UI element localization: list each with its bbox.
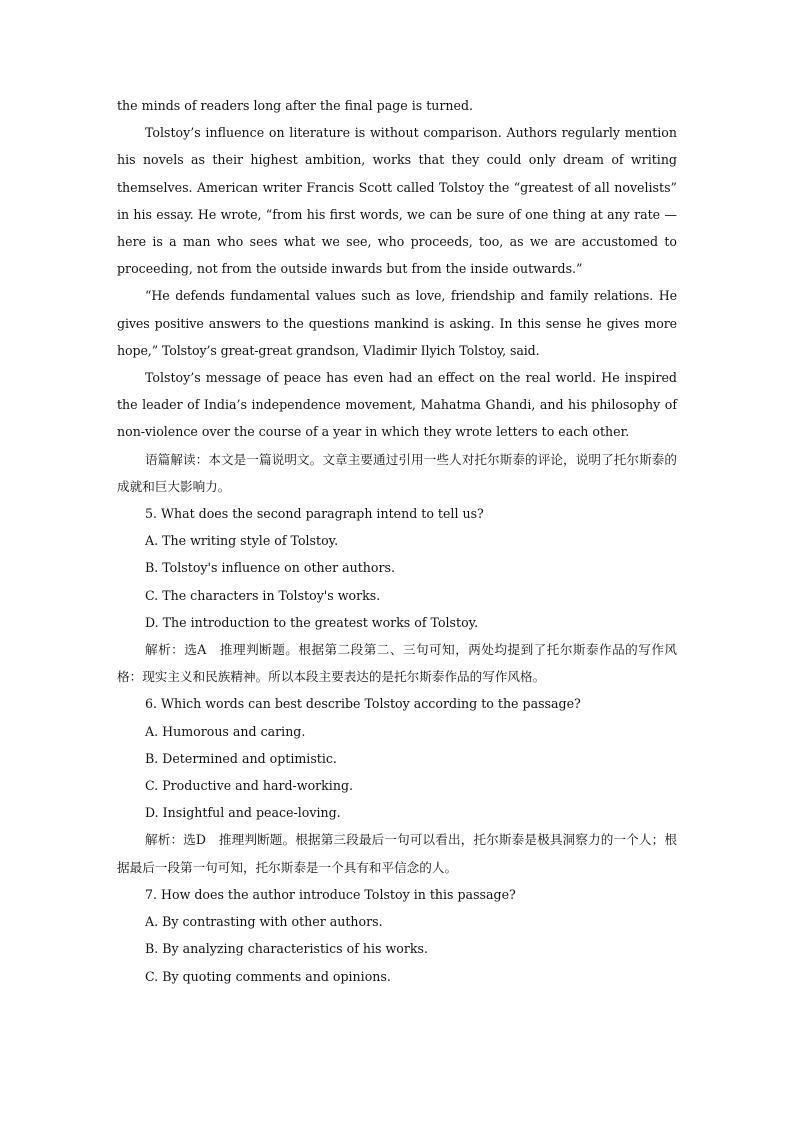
option-a: A. By contrasting with other authors. (145, 914, 383, 930)
question-7 (117, 881, 677, 990)
question-stem: 7. How does the author introduce Tolstoy in this passage? (145, 886, 516, 902)
option-b: B. Determined and optimistic. (145, 750, 337, 766)
option-b: B. Tolstoy's influence on other authors. (145, 560, 395, 576)
answer-analysis: 解析：选A 推理判断题。根据第二段第二、三句可知，两处均提到了托尔斯泰作品的写作风格：现实主义和民族精神。所以本段主要表达的是托尔斯泰作品的写作风格。 (117, 642, 677, 685)
option-c: C. Productive and hard-working. (145, 778, 354, 794)
question-6 (117, 690, 677, 880)
question-5 (117, 500, 677, 690)
option-a: A. The writing style of Tolstoy. (145, 533, 339, 549)
passage-interpretation: 语篇解读：本文是一篇说明文。文章主要通过引用一些人对托尔斯泰的评论，说明了托尔斯泰的成就和巨大影响力。 (117, 451, 677, 494)
passage-paragraph-3: “He defends fundamental values such as love, friendship and family relations. He gives positive answers to the questions mankind is asking. In this sense he gives more hope,” Tolstoy’s great-great grandson, Vladimir Ilyich Tolstoy, said. (117, 288, 677, 358)
option-a: A. Humorous and caring. (145, 723, 306, 739)
passage-continuation: the minds of readers long after the final page is turned. (117, 98, 474, 113)
option-d: D. The introduction to the greatest works of Tolstoy. (145, 614, 479, 630)
option-c: C. The characters in Tolstoy's works. (145, 587, 381, 603)
option-c: C. By quoting comments and opinions. (145, 968, 391, 984)
passage-paragraph-2: Tolstoy’s influence on literature is without comparison. Authors regularly mention his novels as their highest ambition, works that they could only dream of writing themselves. American writer Francis Scott called Tolstoy the “greatest of all novelists” in his essay. He wrote, “from his first words, we can be sure of one thing at any rate — here is a man who sees what we see, who proceeds, too, as we are accustomed to proceeding, not from the outside inwards but from the inside outwards.” (117, 125, 677, 277)
option-b: B. By analyzing characteristics of his works. (145, 941, 428, 957)
passage-paragraph-4: Tolstoy’s message of peace has even had an effect on the real world. He inspired the leader of India’s independence movement, Mahatma Ghandi, and his philosophy of non-violence over the course of a year in which they wrote letters to each other. (117, 370, 677, 440)
option-d: D. Insightful and peace-loving. (145, 805, 341, 821)
question-stem: 6. Which words can best describe Tolstoy according to the passage? (145, 696, 581, 712)
answer-analysis: 解析：选D 推理判断题。根据第三段最后一句可以看出，托尔斯泰是极具洞察力的一个人；根据最后一段第一句可知，托尔斯泰是一个具有和平信念的人。 (117, 832, 677, 875)
question-stem: 5. What does the second paragraph intend to tell us? (145, 506, 484, 522)
document-page (117, 92, 677, 990)
